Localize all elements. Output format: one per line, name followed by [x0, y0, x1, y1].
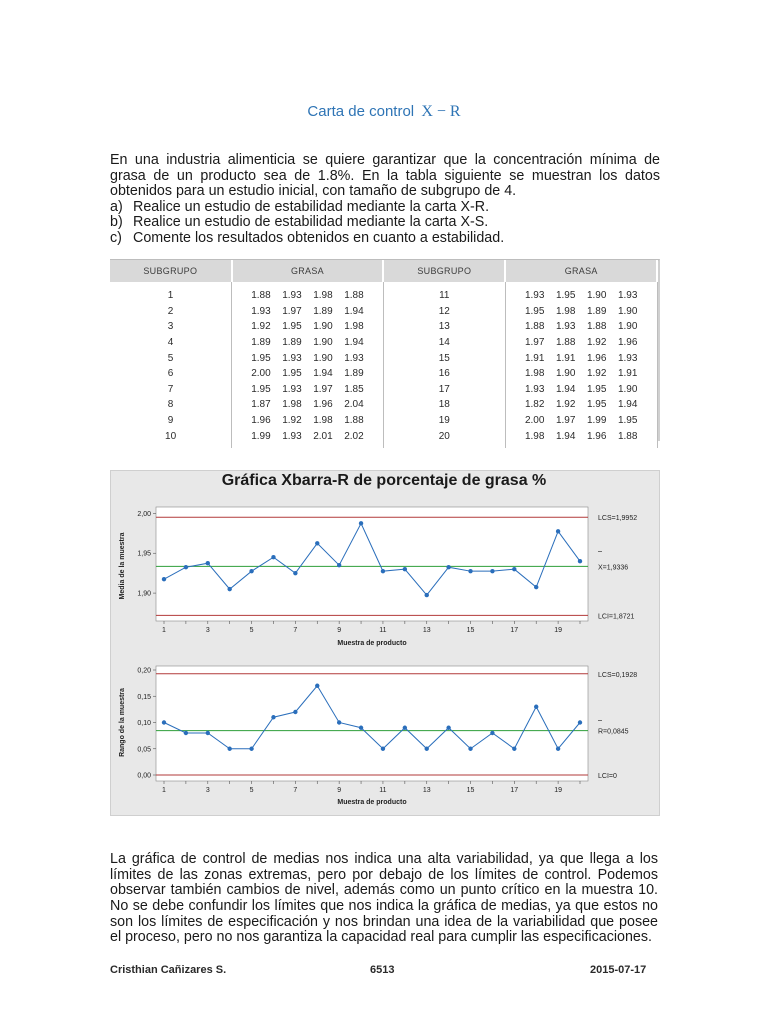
grasa-value: 1.88 — [617, 430, 638, 442]
task-text: Realice un estudio de estabilidad mediante la carta X-S. — [133, 214, 489, 231]
grasa-cell — [232, 397, 384, 413]
y-tick-label: 0,15 — [137, 693, 151, 701]
data-point — [315, 541, 319, 545]
footer-date: 2015-07-17 — [590, 964, 647, 976]
subgrupo-cell: 13 — [383, 319, 505, 335]
data-point — [381, 569, 385, 573]
data-point — [227, 587, 231, 591]
subgrupo-cell: 16 — [383, 366, 505, 382]
title-symbol: X − R — [421, 103, 461, 120]
grasa-value: 1.92 — [586, 337, 607, 349]
x-tick-label: 7 — [293, 787, 298, 794]
grasa-value: 1.88 — [344, 290, 364, 302]
grasa-value: 1.93 — [282, 352, 302, 364]
subgrupo-cell: 14 — [383, 335, 505, 351]
table-row — [110, 428, 657, 448]
data-point — [337, 720, 341, 724]
grasa-value: 1.94 — [344, 337, 364, 349]
grasa-value: 1.96 — [586, 430, 607, 442]
grasa-cell — [505, 382, 657, 398]
grasa-value: 1.95 — [586, 399, 607, 411]
grasa-value: 1.95 — [251, 383, 271, 395]
grasa-value: 1.90 — [617, 321, 638, 333]
grasa-value: 1.95 — [524, 305, 545, 317]
x-tick-label: 1 — [162, 627, 166, 634]
grasa-value: 1.96 — [586, 352, 607, 364]
table-row — [110, 335, 657, 351]
table-row — [110, 397, 657, 413]
x-tick-label: 11 — [379, 627, 387, 634]
chart-title: Gráfica Xbarra-R de porcentaje de grasa % — [221, 472, 547, 489]
x-axis-label: Muestra de producto — [337, 640, 407, 647]
data-point — [162, 720, 166, 724]
center-label: X=1,9336 — [598, 564, 629, 572]
y-axis-label: Rango de la muestra — [119, 688, 126, 757]
grasa-cell — [505, 282, 657, 304]
grasa-value: 1.98 — [524, 430, 545, 442]
header-grasa: GRASA — [505, 260, 657, 282]
x-tick-label: 3 — [205, 787, 210, 794]
grasa-cell — [505, 428, 657, 448]
grasa-value: 1.90 — [617, 383, 638, 395]
x-tick-label: 11 — [379, 787, 387, 794]
data-point — [425, 747, 429, 751]
lcl-label: LCI=0 — [598, 773, 617, 780]
grasa-value: 1.95 — [282, 368, 302, 380]
grasa-value: 2.00 — [251, 368, 271, 380]
data-point — [359, 726, 363, 730]
data-point — [227, 747, 231, 751]
grasa-value: 1.91 — [617, 368, 638, 380]
grasa-value: 1.94 — [617, 399, 638, 411]
task-marker: a) — [110, 198, 123, 215]
grasa-cell — [505, 350, 657, 366]
grasa-value: 2.00 — [524, 415, 545, 427]
data-point — [490, 731, 494, 735]
x-tick-label: 7 — [293, 627, 298, 634]
x-tick-label: 9 — [337, 787, 342, 794]
grasa-value: 1.92 — [586, 368, 607, 380]
grasa-cell — [232, 350, 384, 366]
y-tick-label: 1,95 — [137, 550, 151, 558]
subgrupo-cell: 11 — [383, 282, 505, 304]
table-row — [110, 319, 657, 335]
subgrupo-cell: 7 — [110, 382, 232, 398]
grasa-value: 1.92 — [555, 399, 576, 411]
grasa-cell — [232, 335, 384, 351]
table-header-row — [110, 260, 657, 282]
grasa-value: 1.93 — [524, 290, 545, 302]
x-tick-label: 5 — [249, 787, 254, 794]
grasa-value: 1.92 — [282, 415, 302, 427]
data-point — [206, 561, 210, 565]
data-point — [468, 569, 472, 573]
grasa-value: 1.99 — [586, 415, 607, 427]
grasa-value: 1.96 — [251, 415, 271, 427]
grasa-value: 1.91 — [524, 352, 545, 364]
data-point — [249, 569, 253, 573]
data-point — [534, 585, 538, 589]
grasa-value: 1.89 — [586, 305, 607, 317]
grasa-value: 1.93 — [282, 383, 302, 395]
data-point — [468, 747, 472, 751]
intro-paragraph: En una industria alimenticia se quiere garantizar que la concentración mínima de grasa de un producto sea de 1.8%. En la tabla siguiente se muestran los datos obtenidos para un estudio inicial, con tamaño de subgrupo de 4. — [110, 152, 660, 200]
subgrupo-cell: 1 — [110, 282, 232, 304]
grasa-value: 1.93 — [282, 430, 302, 442]
data-point — [512, 567, 516, 571]
y-tick-label: 1,90 — [137, 590, 151, 598]
table-row — [110, 366, 657, 382]
grasa-value: 1.89 — [282, 337, 302, 349]
grasa-value: 1.97 — [313, 383, 333, 395]
grasa-value: 1.94 — [555, 383, 576, 395]
x-tick-label: 15 — [466, 627, 475, 634]
data-point — [271, 555, 275, 559]
grasa-value: 1.90 — [555, 368, 576, 380]
grasa-cell — [232, 282, 384, 304]
y-tick-label: 0,20 — [137, 667, 151, 675]
data-point — [578, 720, 582, 724]
grasa-value: 1.89 — [251, 337, 271, 349]
data-table — [110, 260, 658, 448]
x-tick-label: 17 — [510, 787, 519, 794]
grasa-value: 1.95 — [251, 352, 271, 364]
grasa-value: 1.88 — [524, 321, 545, 333]
grasa-value: 1.97 — [555, 415, 576, 427]
problem-statement — [110, 153, 660, 247]
subgrupo-cell: 4 — [110, 335, 232, 351]
data-point — [556, 529, 560, 533]
grasa-value: 1.99 — [251, 430, 271, 442]
x-tick-label: 19 — [554, 787, 563, 794]
subgrupo-cell: 17 — [383, 382, 505, 398]
header-subgrupo: SUBGRUPO — [110, 260, 232, 282]
grasa-value: 1.87 — [251, 399, 271, 411]
grasa-value: 1.93 — [524, 383, 545, 395]
data-point — [578, 559, 582, 563]
grasa-value: 1.92 — [251, 321, 271, 333]
plot-area — [156, 666, 588, 781]
grasa-value: 2.02 — [344, 430, 364, 442]
grasa-value: 1.98 — [313, 290, 333, 302]
data-point — [490, 569, 494, 573]
grasa-value: 1.95 — [282, 321, 302, 333]
center-label: R=0,0845 — [598, 728, 629, 736]
grasa-cell — [232, 319, 384, 335]
task-list — [110, 200, 660, 247]
data-point — [271, 715, 275, 719]
data-point — [425, 593, 429, 597]
data-point — [381, 747, 385, 751]
grasa-value: 1.97 — [524, 337, 545, 349]
x-tick-label: 9 — [337, 627, 342, 634]
subgrupo-cell: 12 — [383, 304, 505, 320]
grasa-value: 1.88 — [586, 321, 607, 333]
grasa-cell — [505, 397, 657, 413]
footer-author: Cristhian Cañizares S. — [110, 964, 227, 976]
task-item — [110, 200, 660, 216]
plot-area — [156, 507, 588, 621]
footer-code: 6513 — [370, 964, 395, 976]
grasa-value: 1.93 — [251, 305, 271, 317]
ucl-label: LCS=1,9952 — [598, 515, 638, 523]
data-point — [162, 577, 166, 581]
data-point — [446, 726, 450, 730]
data-point — [556, 747, 560, 751]
subgrupo-cell: 8 — [110, 397, 232, 413]
grasa-cell — [505, 319, 657, 335]
grasa-value: 1.93 — [555, 321, 576, 333]
grasa-value: 1.85 — [344, 383, 364, 395]
x-tick-label: 13 — [422, 787, 431, 794]
grasa-cell — [505, 413, 657, 429]
subgrupo-cell: 10 — [110, 428, 232, 448]
table-row — [110, 382, 657, 398]
grasa-value: 1.93 — [282, 290, 302, 302]
header-subgrupo: SUBGRUPO — [383, 260, 505, 282]
data-point — [249, 747, 253, 751]
y-tick-label: 0,05 — [137, 746, 151, 754]
y-axis-label: Media de la muestra — [119, 532, 126, 600]
grasa-value: 1.90 — [313, 352, 333, 364]
data-point — [512, 747, 516, 751]
grasa-value: 1.97 — [282, 305, 302, 317]
grasa-value: 1.98 — [313, 415, 333, 427]
grasa-cell — [505, 366, 657, 382]
data-point — [403, 726, 407, 730]
grasa-value: 1.98 — [524, 368, 545, 380]
subgrupo-cell: 3 — [110, 319, 232, 335]
subgrupo-cell: 15 — [383, 350, 505, 366]
grasa-value: 1.98 — [282, 399, 302, 411]
task-marker: b) — [110, 214, 123, 231]
grasa-value: 1.90 — [617, 305, 638, 317]
grasa-value: 1.90 — [313, 321, 333, 333]
data-point — [293, 571, 297, 575]
subgrupo-cell: 18 — [383, 397, 505, 413]
page-title — [0, 103, 768, 121]
grasa-value: 1.82 — [524, 399, 545, 411]
task-text: Realice un estudio de estabilidad mediante la carta X-R. — [133, 198, 490, 215]
data-point — [293, 710, 297, 714]
grasa-value: 1.95 — [617, 415, 638, 427]
subgrupo-cell: 9 — [110, 413, 232, 429]
x-tick-label: 5 — [249, 627, 254, 634]
grasa-value: 1.88 — [251, 290, 271, 302]
grasa-value: 1.94 — [313, 368, 333, 380]
data-point — [315, 684, 319, 688]
x-tick-label: 19 — [554, 627, 563, 634]
grasa-cell — [232, 428, 384, 448]
y-tick-label: 2,00 — [137, 510, 151, 518]
task-marker: c) — [110, 229, 122, 246]
grasa-value: 1.95 — [555, 290, 576, 302]
grasa-value: 2.01 — [313, 430, 333, 442]
grasa-value: 1.98 — [344, 321, 364, 333]
task-item — [110, 215, 660, 231]
header-grasa: GRASA — [232, 260, 384, 282]
grasa-cell — [232, 382, 384, 398]
grasa-value: 1.93 — [617, 290, 638, 302]
grasa-value: 1.89 — [344, 368, 364, 380]
grasa-value: 1.94 — [555, 430, 576, 442]
x-axis-label: Muestra de producto — [337, 799, 407, 806]
grasa-cell — [232, 304, 384, 320]
lcl-label: LCI=1,8721 — [598, 613, 635, 621]
grasa-value: 1.93 — [344, 352, 364, 364]
x-tick-label: 3 — [205, 627, 210, 634]
grasa-value: 1.93 — [617, 352, 638, 364]
task-item — [110, 231, 660, 247]
data-point — [206, 731, 210, 735]
grasa-cell — [505, 304, 657, 320]
table-row — [110, 282, 657, 304]
y-tick-label: 0,00 — [137, 772, 151, 780]
grasa-cell — [505, 335, 657, 351]
grasa-value: 1.91 — [555, 352, 576, 364]
task-text: Comente los resultados obtenidos en cuanto a estabilidad. — [133, 229, 505, 246]
grasa-cell — [232, 366, 384, 382]
grasa-value: 1.90 — [313, 337, 333, 349]
grasa-value: 1.89 — [313, 305, 333, 317]
data-point — [184, 731, 188, 735]
grasa-cell — [232, 413, 384, 429]
x-tick-label: 15 — [466, 787, 475, 794]
grasa-value: 1.96 — [617, 337, 638, 349]
grasa-value: 1.88 — [344, 415, 364, 427]
subgrupo-cell: 20 — [383, 428, 505, 448]
y-tick-label: 0,10 — [137, 720, 151, 727]
data-point — [403, 567, 407, 571]
data-point — [359, 521, 363, 525]
x-tick-label: 17 — [510, 627, 519, 634]
grasa-value: 1.94 — [344, 305, 364, 317]
subgrupo-cell: 5 — [110, 350, 232, 366]
ucl-label: LCS=0,1928 — [598, 671, 638, 679]
x-tick-label: 1 — [162, 787, 166, 794]
conclusion-paragraph: La gráfica de control de medias nos indica una alta variabilidad, ya que llega a los límites de las zonas extremas, pero por debajo de los límites de control. Podemos observar también cambios de nivel, además como un punto crítico en la muestra 10. No se debe confundir los límites que nos indica la gráfica de medias, ya que estos no son los límites de especificación y nos brindan una idea de la variabilidad que posee el proceso, pero no nos garantiza la capacidad real para cumplir las especificaciones. — [110, 851, 658, 946]
data-point — [337, 563, 341, 567]
data-point — [184, 565, 188, 569]
grasa-value: 1.95 — [586, 383, 607, 395]
table-row — [110, 304, 657, 320]
data-point — [534, 705, 538, 709]
grasa-value: 1.98 — [555, 305, 576, 317]
subgrupo-cell: 2 — [110, 304, 232, 320]
table-row — [110, 350, 657, 366]
data-point — [446, 565, 450, 569]
title-text: Carta de control — [307, 103, 415, 120]
subgrupo-cell: 19 — [383, 413, 505, 429]
x-tick-label: 13 — [422, 627, 431, 634]
grasa-value: 1.88 — [555, 337, 576, 349]
grasa-value: 2.04 — [344, 399, 364, 411]
subgrupo-cell: 6 — [110, 366, 232, 382]
grasa-value: 1.90 — [586, 290, 607, 302]
grasa-value: 1.96 — [313, 399, 333, 411]
control-chart-svg — [110, 497, 658, 815]
table-row — [110, 413, 657, 429]
table-body — [110, 282, 657, 448]
